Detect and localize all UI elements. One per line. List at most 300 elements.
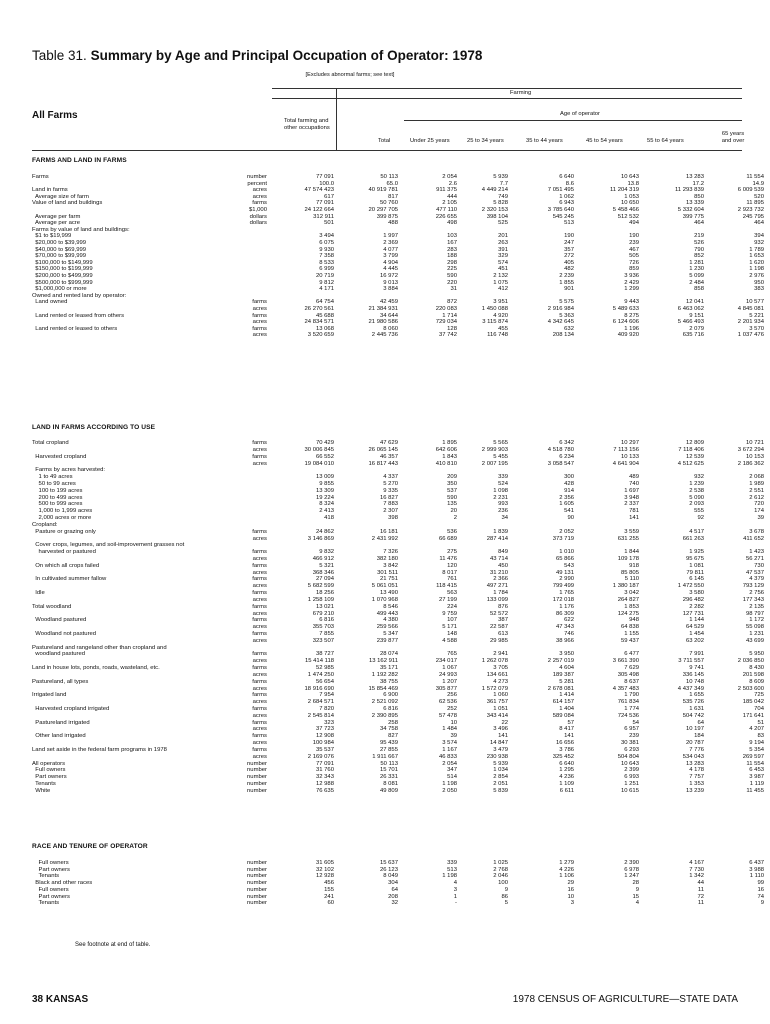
cell-col-3: 22 bbox=[501, 719, 508, 726]
cell-col-2: 590 bbox=[447, 494, 457, 501]
cell-col-3: 141 bbox=[498, 733, 508, 740]
row-label: Irrigated land bbox=[32, 692, 67, 699]
cell-col-0: 7 358 bbox=[319, 253, 334, 260]
cell-col-7: 1 423 bbox=[749, 549, 764, 556]
row-label: Average per acre bbox=[32, 220, 81, 227]
cell-col-7: 5 950 bbox=[749, 651, 764, 658]
cell-col-3: 100 bbox=[498, 880, 508, 887]
cell-col-1: 13 490 bbox=[379, 590, 398, 596]
cell-col-2: 729 034 bbox=[435, 319, 457, 326]
cell-col-5: 1 790 bbox=[624, 692, 639, 699]
row-label: $70,000 to $99,999 bbox=[32, 253, 87, 260]
row-label: 50 to 99 acres bbox=[32, 480, 76, 487]
cell-col-2: 1 198 bbox=[442, 781, 457, 787]
cell-col-6: 464 bbox=[694, 220, 704, 227]
cell-col-1: 2 445 736 bbox=[371, 332, 398, 339]
cell-col-3: 3 496 bbox=[493, 726, 508, 733]
cell-col-7: 177 343 bbox=[742, 596, 764, 603]
row-label: 1 to 49 acres bbox=[32, 474, 73, 481]
cell-col-6: 7 757 bbox=[689, 774, 704, 781]
cell-col-3: 391 bbox=[498, 246, 508, 253]
row-label: 200 to 499 acres bbox=[32, 494, 83, 501]
row-label: 500 to 999 acres bbox=[32, 501, 83, 508]
row-unit: dollars bbox=[249, 213, 267, 220]
cell-col-2: 24 993 bbox=[438, 671, 457, 678]
cell-col-0: 32 343 bbox=[315, 774, 334, 781]
cell-col-2: 444 bbox=[447, 193, 457, 200]
cell-col-5: 305 498 bbox=[617, 671, 639, 678]
cell-col-2: 188 bbox=[447, 253, 457, 260]
cell-col-6: 1 472 550 bbox=[677, 583, 704, 590]
cell-col-1: 827 bbox=[388, 733, 398, 740]
row-unit: acres bbox=[252, 685, 267, 692]
cell-col-6: 72 bbox=[697, 893, 704, 900]
cell-col-7: 2 135 bbox=[749, 603, 764, 610]
page-footer-right: 1978 CENSUS OF AGRICULTURE—STATE DATA bbox=[512, 994, 738, 1005]
cell-col-0: 9 812 bbox=[319, 279, 334, 286]
cell-col-7: 9 194 bbox=[749, 740, 764, 747]
cell-col-6: 635 716 bbox=[682, 332, 704, 339]
cell-col-3: 3 705 bbox=[493, 665, 508, 672]
cell-col-5: 1 380 187 bbox=[612, 583, 639, 590]
row-unit: number bbox=[247, 174, 267, 180]
cell-col-4: 189 387 bbox=[552, 671, 574, 678]
row-unit: number bbox=[247, 787, 267, 794]
cell-col-4: 901 bbox=[564, 286, 574, 293]
cell-col-7: 464 bbox=[754, 220, 764, 227]
cell-col-1: 382 180 bbox=[376, 555, 398, 562]
row-label: In cultivated summer fallow bbox=[32, 576, 107, 583]
cell-col-0: 6 075 bbox=[319, 240, 334, 246]
cell-col-3: 9 bbox=[504, 886, 508, 893]
cell-col-2: 536 bbox=[447, 528, 457, 535]
cell-col-5: 141 bbox=[629, 515, 639, 521]
cell-col-3: 5 839 bbox=[493, 787, 508, 794]
cell-col-3: 339 bbox=[498, 474, 508, 481]
cell-col-2: 128 bbox=[447, 325, 457, 332]
cell-col-3: 497 271 bbox=[486, 583, 508, 590]
row-label: Black and other races bbox=[32, 880, 93, 887]
cell-col-3: 201 bbox=[498, 233, 508, 240]
cell-col-5: 4 bbox=[635, 900, 639, 907]
row-label: Woodland pastured bbox=[32, 617, 87, 624]
cell-col-4: 6 640 bbox=[559, 760, 574, 767]
cell-col-6: 4 512 625 bbox=[677, 460, 704, 467]
row-label: Harvested cropland irrigated bbox=[32, 706, 110, 712]
cell-col-2: 514 bbox=[447, 774, 457, 781]
cell-col-0: 31 760 bbox=[315, 767, 334, 774]
cell-col-7: 3 570 bbox=[749, 325, 764, 332]
cell-col-2: 31 bbox=[450, 286, 457, 293]
cell-col-0: 456 bbox=[324, 880, 334, 887]
cell-col-0: 323 bbox=[324, 719, 334, 726]
cell-col-0: 70 429 bbox=[315, 440, 334, 446]
cell-col-7: 74 bbox=[757, 893, 764, 900]
cell-col-4: 38 966 bbox=[555, 637, 574, 644]
cell-col-7: 16 bbox=[757, 886, 764, 893]
cell-col-7: 185 042 bbox=[742, 699, 764, 706]
row-unit: farms bbox=[252, 325, 267, 332]
cell-col-6: 4 437 349 bbox=[677, 685, 704, 692]
cell-col-1: 258 bbox=[388, 719, 398, 726]
cell-col-0: 18 916 690 bbox=[304, 685, 334, 692]
cell-col-1: 65.0 bbox=[386, 180, 398, 187]
cell-col-0: 27 094 bbox=[315, 576, 334, 583]
cell-col-3: 574 bbox=[498, 259, 508, 266]
cell-col-0: 13 021 bbox=[315, 603, 334, 610]
cell-col-4: 5 363 bbox=[559, 312, 574, 319]
cell-col-4: 1 109 bbox=[559, 781, 574, 787]
row-unit: acres bbox=[252, 596, 267, 603]
cell-col-3: 52 572 bbox=[489, 610, 508, 617]
cell-col-1: 1 192 282 bbox=[371, 671, 398, 678]
cell-col-7: 8 609 bbox=[749, 678, 764, 685]
cell-col-6: 534 043 bbox=[682, 753, 704, 760]
page-footer-left: 38 KANSAS bbox=[32, 994, 89, 1005]
cell-col-2: 1 895 bbox=[442, 440, 457, 446]
row-unit: farms bbox=[252, 200, 267, 207]
cell-col-5: 467 bbox=[629, 246, 639, 253]
row-unit: acres bbox=[252, 610, 267, 617]
cell-col-7: 932 bbox=[754, 240, 764, 246]
cell-col-4: 3 950 bbox=[559, 651, 574, 658]
row-unit: number bbox=[247, 893, 267, 900]
cell-col-5: 3 661 390 bbox=[612, 658, 639, 665]
cell-col-7: 3 678 bbox=[749, 528, 764, 535]
cell-col-0: 501 bbox=[324, 220, 334, 227]
cell-col-7: 704 bbox=[754, 706, 764, 712]
cell-col-5: 6 293 bbox=[624, 746, 639, 753]
cell-col-7: 3 672 294 bbox=[737, 446, 764, 453]
cell-col-2: 118 415 bbox=[436, 583, 457, 590]
cell-col-0: 241 bbox=[324, 893, 334, 900]
row-label: $1,000,000 or more bbox=[32, 286, 87, 293]
cell-col-2: 2 054 bbox=[442, 174, 457, 180]
cell-col-6: 64 bbox=[697, 719, 704, 726]
cell-col-1: 2 521 092 bbox=[371, 699, 398, 706]
cell-col-2: 4 bbox=[453, 880, 457, 887]
cell-col-5: 6 477 bbox=[624, 651, 639, 658]
row-unit: acres bbox=[252, 753, 267, 760]
cell-col-7: 2 201 934 bbox=[737, 319, 764, 326]
cell-col-0: 7 855 bbox=[319, 631, 334, 637]
row-label: Tenants bbox=[32, 873, 60, 880]
cell-col-4: 6 640 bbox=[559, 174, 574, 180]
cell-col-7: 1 789 bbox=[749, 246, 764, 253]
table-row bbox=[0, 934, 770, 941]
cell-col-5: 10 643 bbox=[620, 760, 639, 767]
row-label: Cover crops, legumes, and soil-improvement grasses not bbox=[32, 542, 185, 549]
cell-col-6: 535 726 bbox=[682, 699, 704, 706]
cell-col-2: 2.6 bbox=[448, 180, 457, 187]
row-unit: acres bbox=[252, 319, 267, 326]
cell-col-4: 208 134 bbox=[552, 332, 574, 339]
section-farms-and-land: FARMS AND LAND IN FARMS bbox=[32, 157, 127, 164]
cell-col-0: 9 832 bbox=[319, 549, 334, 556]
cell-col-4: 914 bbox=[564, 487, 574, 494]
cell-col-3: 455 bbox=[498, 325, 508, 332]
cell-col-7: 201 598 bbox=[742, 671, 764, 678]
cell-col-0: 13 009 bbox=[315, 474, 334, 481]
cell-col-6: 336 145 bbox=[682, 671, 704, 678]
cell-col-1: 50 760 bbox=[379, 200, 398, 207]
cell-col-4: 4 236 bbox=[559, 774, 574, 781]
cell-col-1: 2 369 bbox=[383, 240, 398, 246]
cell-col-5: 1 251 bbox=[624, 781, 639, 787]
cell-col-4: 2 257 019 bbox=[547, 658, 574, 665]
row-label: woodland pastured bbox=[32, 651, 86, 658]
cell-col-7: 1 989 bbox=[749, 480, 764, 487]
row-unit: number bbox=[247, 900, 267, 907]
cell-col-0: 9 930 bbox=[319, 246, 334, 253]
cell-col-1: 4 445 bbox=[383, 266, 398, 273]
cell-col-2: 911 375 bbox=[436, 187, 457, 194]
cell-col-6: 1 631 bbox=[689, 706, 704, 712]
row-label: Farms bbox=[32, 174, 49, 180]
cell-col-5: 781 bbox=[629, 508, 639, 515]
row-label: Land set aside in the federal farm programs in 1978 bbox=[32, 746, 167, 753]
cell-col-3: 5 455 bbox=[493, 453, 508, 460]
cell-col-2: 305 877 bbox=[435, 685, 457, 692]
cell-col-6: 2 484 bbox=[689, 279, 704, 286]
row-unit: acres bbox=[252, 637, 267, 644]
cell-col-3: 34 bbox=[501, 515, 508, 521]
cell-col-4: 16 bbox=[567, 886, 574, 893]
cell-col-6: 12 041 bbox=[685, 299, 704, 306]
cell-col-2: 224 bbox=[447, 603, 457, 610]
cell-col-1: 42 459 bbox=[379, 299, 398, 306]
cell-col-3: 86 bbox=[501, 893, 508, 900]
cell-col-0: 24 122 664 bbox=[304, 207, 334, 213]
row-unit: number bbox=[247, 767, 267, 774]
cell-col-4: 1 765 bbox=[559, 590, 574, 596]
cell-col-6: 5 090 bbox=[689, 494, 704, 501]
cell-col-5: 9 bbox=[635, 886, 639, 893]
row-unit: farms bbox=[252, 678, 267, 685]
cell-col-2: 477 110 bbox=[436, 207, 457, 213]
cell-col-5: 6 993 bbox=[624, 774, 639, 781]
cell-col-4: 543 bbox=[564, 562, 574, 569]
cell-col-5: 2 399 bbox=[624, 767, 639, 774]
cell-col-7: 171 641 bbox=[742, 712, 764, 719]
cell-col-3: 398 104 bbox=[486, 213, 508, 220]
farming-label: Farming bbox=[510, 90, 532, 96]
cell-col-4: 300 bbox=[564, 474, 574, 481]
cell-col-2: 135 bbox=[447, 501, 457, 508]
cell-col-4: 357 bbox=[564, 246, 574, 253]
cell-col-7: 51 bbox=[757, 719, 764, 726]
cell-col-0: 2 169 076 bbox=[307, 753, 334, 760]
row-unit: farms bbox=[252, 603, 267, 610]
cell-col-3: 412 bbox=[498, 286, 508, 293]
cell-col-5: 505 bbox=[629, 253, 639, 260]
cell-col-5: 109 178 bbox=[617, 555, 639, 562]
cell-col-7: 6 453 bbox=[749, 767, 764, 774]
cell-col-7: 1 119 bbox=[749, 781, 764, 787]
row-unit: farms bbox=[252, 746, 267, 753]
row-label: $100,000 to $149,999 bbox=[32, 259, 93, 266]
cell-col-1: 16 181 bbox=[379, 528, 398, 535]
cell-col-2: 1 067 bbox=[442, 665, 457, 672]
col-header-total: Total bbox=[378, 138, 391, 144]
cell-col-0: 20 719 bbox=[315, 273, 334, 279]
cell-col-7: 11 895 bbox=[746, 200, 764, 207]
cell-col-7: 520 bbox=[754, 193, 764, 200]
cell-col-1: 34 644 bbox=[379, 312, 398, 319]
cell-col-0: 312 911 bbox=[313, 213, 334, 220]
table-row bbox=[0, 332, 770, 339]
cell-col-6: 9 741 bbox=[689, 665, 704, 672]
cell-col-1: 259 566 bbox=[376, 624, 398, 631]
cell-col-2: 107 bbox=[447, 617, 457, 624]
row-unit: acres bbox=[252, 740, 267, 747]
cell-col-7: 2 186 362 bbox=[737, 460, 764, 467]
row-label: All operators bbox=[32, 760, 66, 767]
cell-col-0: 3 494 bbox=[319, 233, 334, 240]
row-unit: acres bbox=[252, 699, 267, 706]
cell-col-2: 410 810 bbox=[435, 460, 457, 467]
cell-col-5: 4 641 904 bbox=[612, 460, 639, 467]
cell-col-0: 1 474 250 bbox=[307, 671, 334, 678]
cell-col-6: 1 454 bbox=[689, 631, 704, 637]
cell-col-1: 2 390 895 bbox=[371, 712, 398, 719]
cell-col-2: 498 bbox=[447, 220, 457, 227]
cell-col-0: 45 688 bbox=[315, 312, 334, 319]
cell-col-0: 8 324 bbox=[319, 501, 334, 508]
cell-col-7: 2 756 bbox=[749, 590, 764, 596]
cell-col-1: 8 060 bbox=[383, 325, 398, 332]
cell-col-4: 373 719 bbox=[552, 535, 574, 542]
cell-col-5: 7 113 156 bbox=[613, 446, 639, 453]
cell-col-1: 38 755 bbox=[379, 678, 398, 685]
row-label: Harvested cropland bbox=[32, 453, 87, 460]
cell-col-7: 10 577 bbox=[745, 299, 764, 306]
row-label: Tenants bbox=[32, 781, 56, 787]
cell-col-3: 5 939 bbox=[493, 760, 508, 767]
cell-col-4: 513 bbox=[564, 220, 574, 227]
cell-col-6: 10 197 bbox=[685, 726, 704, 733]
cell-col-5: 54 bbox=[632, 719, 639, 726]
row-label: 1,000 to 1,999 acres bbox=[32, 508, 93, 515]
cell-col-4: 4 604 bbox=[559, 665, 574, 672]
row-unit: farms bbox=[252, 692, 267, 699]
cell-col-3: 1 060 bbox=[493, 692, 508, 699]
table-row bbox=[0, 788, 770, 795]
cell-col-3: 2 132 bbox=[493, 273, 508, 279]
row-label: $150,000 to $199,999 bbox=[32, 266, 93, 273]
cell-col-3: 5 bbox=[504, 900, 508, 907]
cell-col-6: 13 283 bbox=[685, 174, 704, 180]
cell-col-5: 1 774 bbox=[624, 706, 639, 712]
cell-col-3: 329 bbox=[498, 253, 508, 260]
cell-col-2: 234 017 bbox=[435, 658, 457, 665]
cell-col-5: 1 853 bbox=[624, 603, 639, 610]
cell-col-5: 1 196 bbox=[624, 325, 639, 332]
cell-col-1: 64 bbox=[391, 886, 398, 893]
cell-col-6: 9 151 bbox=[689, 312, 704, 319]
cell-col-3: 1 572 079 bbox=[481, 685, 508, 692]
cell-col-3: 2 999 903 bbox=[481, 446, 508, 453]
cell-col-3: 4 273 bbox=[493, 678, 508, 685]
cell-col-4: 3 bbox=[570, 900, 574, 907]
cell-col-3: 1 034 bbox=[493, 767, 508, 774]
cell-col-0: 24 834 571 bbox=[304, 319, 334, 326]
cell-col-7: 8 430 bbox=[749, 665, 764, 672]
cell-col-6: 10 748 bbox=[685, 678, 704, 685]
cell-col-0: 368 346 bbox=[312, 569, 334, 576]
row-label: Pastureland irrigated bbox=[32, 719, 90, 726]
cell-col-1: 20 297 705 bbox=[368, 207, 398, 213]
row-label: $200,000 to $499,999 bbox=[32, 273, 93, 279]
cell-col-1: 49 809 bbox=[379, 787, 398, 794]
cell-col-4: 1 404 bbox=[559, 706, 574, 712]
row-unit: acres bbox=[252, 446, 267, 453]
cell-col-0: 76 635 bbox=[315, 787, 334, 794]
cell-col-3: 2 768 bbox=[493, 866, 508, 873]
cell-col-1: 1 997 bbox=[383, 233, 398, 240]
cell-col-2: 339 bbox=[447, 860, 457, 866]
cell-col-3: 849 bbox=[498, 549, 508, 556]
cell-col-2: 4 588 bbox=[442, 637, 457, 644]
cell-col-6: 661 263 bbox=[682, 535, 704, 542]
cell-col-2: 8 017 bbox=[442, 569, 457, 576]
cell-col-0: 355 703 bbox=[312, 624, 334, 631]
cell-col-5: 6 124 606 bbox=[612, 319, 639, 326]
cell-col-0: 418 bbox=[324, 515, 334, 521]
table-subtitle: [Excludes abnormal farms; see text] bbox=[305, 72, 395, 78]
cell-col-5: 2 429 bbox=[624, 279, 639, 286]
cell-col-1: 398 bbox=[388, 515, 398, 521]
cell-col-1: 16 827 bbox=[379, 494, 398, 501]
cell-col-3: 3 479 bbox=[493, 746, 508, 753]
cell-col-1: 9 013 bbox=[383, 279, 398, 286]
cell-col-2: 220 bbox=[447, 279, 457, 286]
cell-col-1: 208 bbox=[388, 893, 398, 900]
cell-col-3: 3 115 874 bbox=[482, 319, 508, 326]
cell-col-1: 2 431 992 bbox=[371, 535, 398, 542]
row-unit: acres bbox=[252, 306, 267, 312]
row-label: Land in house lots, ponds, roads, wasteland, etc. bbox=[32, 665, 160, 672]
cell-col-4: 1 855 bbox=[559, 279, 574, 286]
cell-col-7: 43 699 bbox=[745, 637, 764, 644]
cell-col-0: 18 256 bbox=[315, 590, 334, 596]
cell-col-2: 1 484 bbox=[442, 726, 457, 733]
cell-col-5: 264 827 bbox=[617, 596, 639, 603]
cell-col-2: 9 759 bbox=[442, 610, 457, 617]
row-unit: farms bbox=[252, 549, 267, 556]
cell-col-2: 872 bbox=[447, 299, 457, 306]
cell-col-5: 30 381 bbox=[620, 740, 639, 747]
cell-col-6: 5 466 493 bbox=[677, 319, 704, 326]
col-header-25-34: 25 to 34 years bbox=[467, 138, 504, 144]
row-unit: farms bbox=[252, 706, 267, 712]
cell-col-2: 590 bbox=[447, 273, 457, 279]
cell-col-6: 7 118 406 bbox=[678, 446, 704, 453]
cell-col-6: 4 517 bbox=[689, 528, 704, 535]
cell-col-0: 100 984 bbox=[312, 740, 334, 747]
cell-col-1: 1 070 968 bbox=[371, 596, 398, 603]
cell-col-1: 488 bbox=[388, 220, 398, 227]
row-label: Full owners bbox=[32, 767, 66, 774]
cell-col-0: 13 309 bbox=[315, 487, 334, 494]
row-unit: acres bbox=[252, 187, 267, 194]
row-label: Total cropland bbox=[32, 440, 69, 446]
cell-col-5: 409 920 bbox=[617, 332, 639, 339]
row-label: White bbox=[32, 787, 51, 794]
cell-col-2: 252 bbox=[447, 706, 457, 712]
cell-col-3: 1 051 bbox=[493, 706, 508, 712]
row-unit: acres bbox=[252, 569, 267, 576]
